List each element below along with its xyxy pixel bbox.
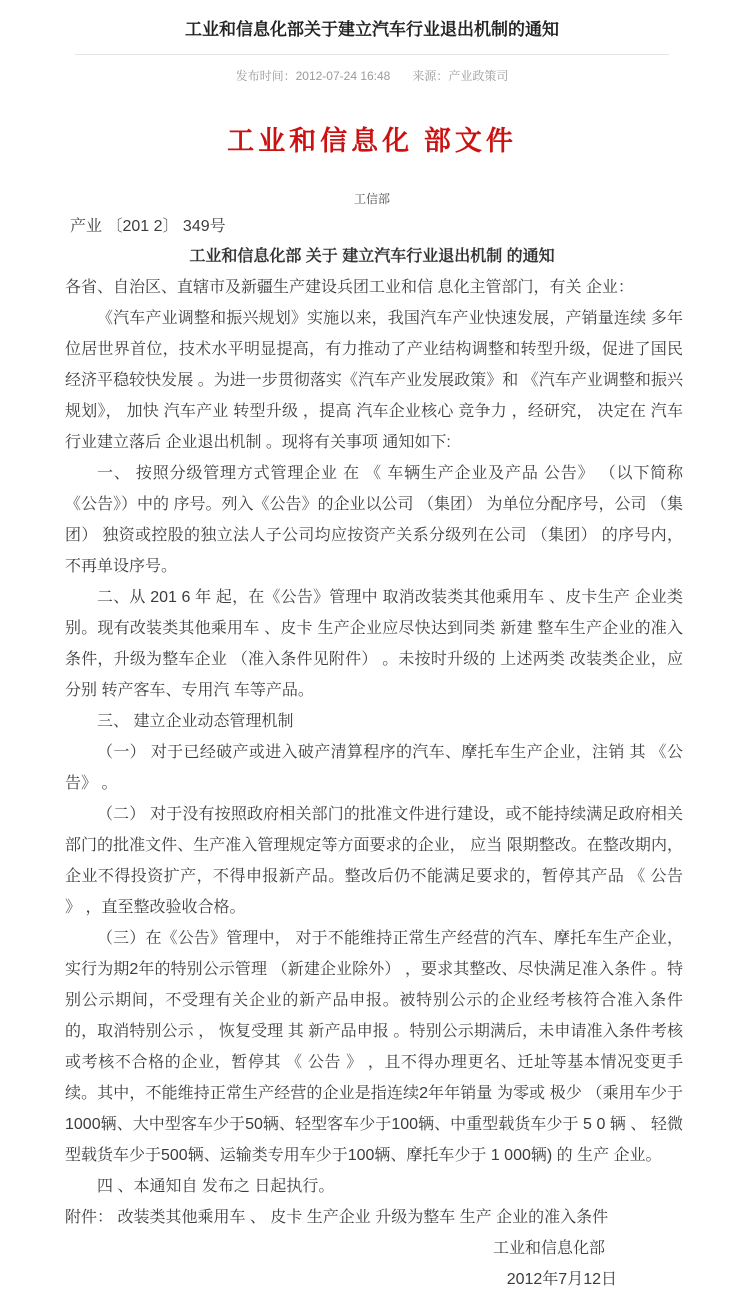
ministry-letterhead: 工业和信息化 部文件 bbox=[227, 126, 517, 156]
signature-date: 2012年7月12日 bbox=[506, 1271, 617, 1288]
body-paragraph: （三）在《公告》管理中， 对于不能维持正常生产经营的汽车、摩托车生产企业，实行为期2年的特别公示管理 （新建企业除外） ，要求其整改、尽快满足准入条件 。特别公示期间，不受理有关企业的新产品申报。被特别公示的企业经考核符合准入条件的，取消特别公示 ， 恢复受理 其 新产品申报 。特别公示期满后，未申请准入条件考核或考核不合格的企业，暂停其 《 公告 》 ，且不得办理更名、迁址等基本情况变更手续。其中，不能维持正常生产经营的企业是指连续2年年销量 为零或 极少 （乘用车少于1000辆、大中型客车少于50辆、轻型客车少于100辆、中重型载货车少于 5 0 辆 、 轻微型载货车少于500辆、运输类专用车少于100辆、摩托车少于 1 000辆) 的 生产 企业。 bbox=[65, 930, 683, 1164]
title-divider bbox=[75, 54, 669, 55]
page-title: 工业和信息化部关于建立汽车行业退出机制的通知 bbox=[185, 20, 559, 39]
salutation-line: 各省、自治区、直辖市及新疆生产建设兵团工业和信 息化主管部门，有关 企业： bbox=[65, 279, 634, 296]
body-paragraph: 四 、本通知自 发布之 日起执行。 bbox=[97, 1178, 335, 1195]
attachment-line: 附件： 改装类其他乘用车 、 皮卡 生产企业 升级为整车 生产 企业的准入条件 bbox=[65, 1209, 609, 1226]
source-label: 来源： bbox=[412, 69, 449, 83]
publish-time-value: 2012-07-24 16:48 bbox=[295, 69, 391, 83]
body-paragraph: 《汽车产业调整和振兴规划》实施以来，我国汽车产业快速发展，产销量连续 多年 位居世界首位，技术水平明显提高，有力推动了产业结构调整和转型升级，促进了国民经济平稳较快发展 。为进一步贯彻落实《汽车产业发展政策》和 《汽车产业调整和振兴规划》， 加快 汽车产业 转型升级 ，提高 汽车企业核心 竞争力 ，经研究， 决定在 汽车 行业建立落后 企业退出机制 。现将有关事项 通知如下: bbox=[65, 310, 683, 451]
body-paragraph: 二、从 201 6 年 起，在《公告》管理中 取消改装类其他乘用车 、皮卡生产 企业类别。现有改装类其他乘用车 、皮卡 生产企业应尽快达到同类 新建 整车生产企业的准入条件，升级为整车企业 （准入条件见附件） 。未按时升级的 上述两类 改装类企业，应 分别 转产客车、专用汽 车等产品。 bbox=[65, 589, 683, 699]
document-body bbox=[0, 272, 744, 1295]
document-number: 产业 〔201 2〕 349号 bbox=[70, 218, 226, 235]
meta-bar bbox=[0, 67, 744, 84]
signature-agency: 工业和信息化部 bbox=[492, 1240, 605, 1257]
body-paragraph: 三、 建立企业动态管理机制 bbox=[97, 713, 294, 730]
body-paragraph: 一、 按照分级管理方式管理企业 在 《 车辆生产企业及产品 公告》 （以下简称《公告》）中的 序号。列入《公告》的企业以公司 （集团） 为单位分配序号，公司 （集团） 独资或控股的独立法人子公司均应按资产关系分级列在公司 （集团） 的序号内，不再单设序号。 bbox=[65, 465, 683, 575]
agency-abbreviation: 工信部 bbox=[353, 192, 390, 206]
body-paragraph: （一） 对于已经破产或进入破产清算程序的汽车、摩托车生产企业，注销 其 《公告》 。 bbox=[65, 744, 683, 792]
publish-time-label: 发布时间： bbox=[235, 69, 296, 83]
source-value: 产业政策司 bbox=[448, 69, 509, 83]
body-paragraph: （二） 对于没有按照政府相关部门的批准文件进行建设，或不能持续满足政府相关部门的批准文件、生产准入管理规定等方面要求的企业， 应当 限期整改。在整改期内，企业不得投资扩产，不得申报新产品。整改后仍不能满足要求的，暂停其产品 《 公告 》 ，直至整改验收合格。 bbox=[65, 806, 683, 916]
document-title: 工业和信息化部 关于 建立汽车行业退出机制 的通知 bbox=[189, 248, 555, 265]
